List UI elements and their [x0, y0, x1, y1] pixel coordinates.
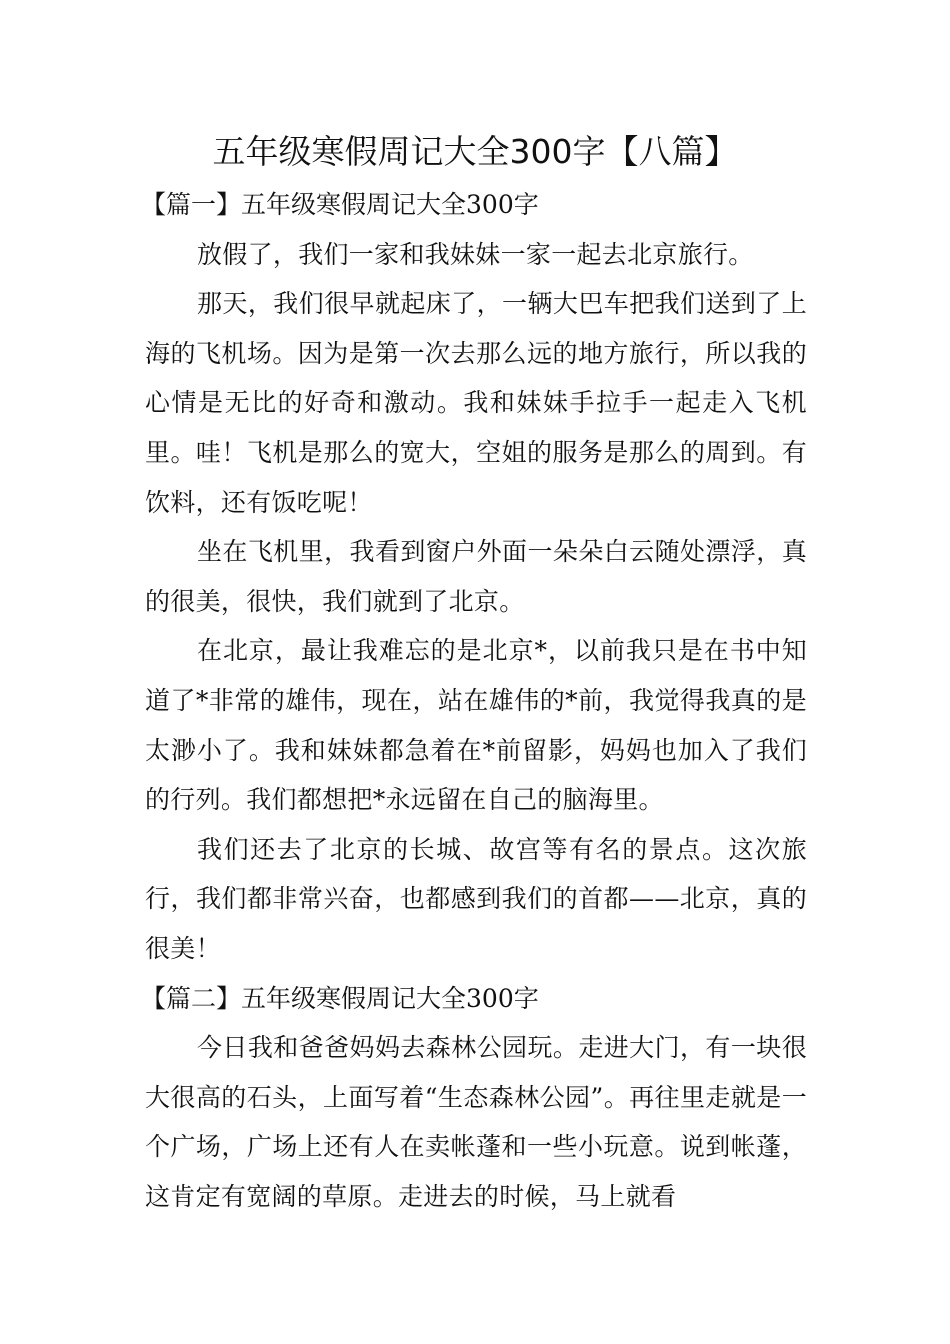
paragraph: 放假了，我们一家和我妹妹一家一起去北京旅行。: [197, 239, 754, 269]
section-heading: 【篇一】五年级寒假周记大全300字: [141, 190, 539, 219]
section-1: [141, 180, 807, 974]
paragraph: 坐在飞机里，我看到窗户外面一朵朵白云随处漂浮，真的很美，很快，我们就到了北京。: [145, 537, 807, 616]
section-2: [141, 974, 807, 1222]
document-body: [141, 180, 807, 1221]
section-heading: 【篇二】五年级寒假周记大全300字: [141, 983, 539, 1013]
paragraph: 我们还去了北京的长城、故宫等有名的景点。这次旅行，我们都非常兴奋，也都感到我们的首都——北京，真的很美！: [145, 834, 807, 963]
paragraph: 今日我和爸爸妈妈去森林公园玩。走进大门，有一块很大很高的石头，上面写着“生态森林公园”。再往里走就是一个广场，广场上还有人在卖帐蓬和一些小玩意。说到帐蓬，这肯定有宽阔的草原。走进去的时候，马上就看: [145, 1033, 807, 1211]
paragraph: 那天，我们很早就起床了，一辆大巴车把我们送到了上海的飞机场。因为是第一次去那么远的地方旅行，所以我的心情是无比的好奇和激动。我和妹妹手拉手一起走入飞机里。哇！飞机是那么的宽大，空姐的服务是那么的周到。有饮料，还有饭吃呢！: [145, 289, 807, 517]
document-title: 五年级寒假周记大全300字【八篇】: [212, 132, 738, 171]
paragraph: 在北京，最让我难忘的是北京*，以前我只是在书中知道了*非常的雄伟，现在，站在雄伟的*前，我觉得我真的是太渺小了。我和妹妹都急着在*前留影，妈妈也加入了我们的行列。我们都想把*永远留在自己的脑海里。: [145, 636, 807, 815]
